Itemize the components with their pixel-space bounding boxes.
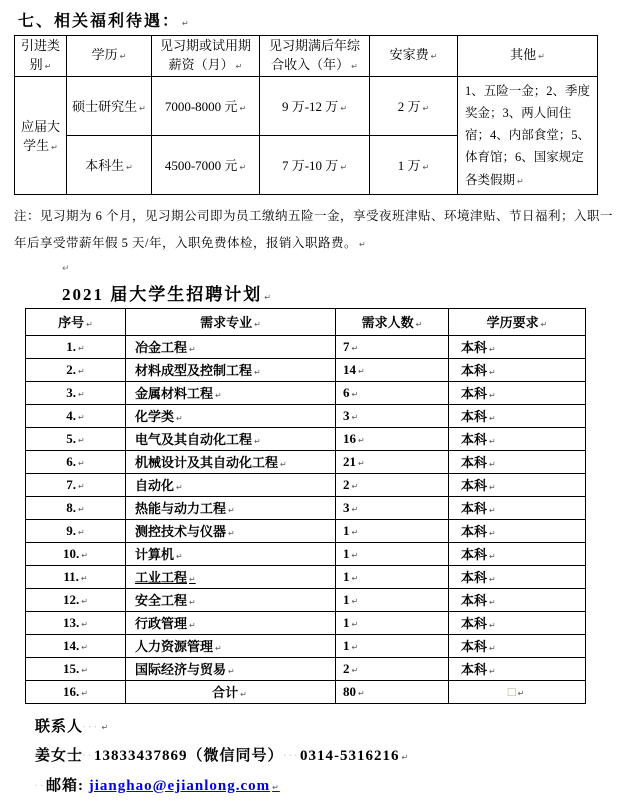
table-row [26, 450, 586, 473]
count-value: 1 ↵ [343, 592, 358, 607]
count-value: 3 ↵ [343, 500, 358, 515]
major-name: 国际经济与贸易 ↵ [135, 662, 235, 677]
header-other-label: 其他 ↵ [510, 47, 545, 62]
table-row [26, 381, 586, 404]
cell-major [126, 381, 336, 404]
count-value: 7 ↵ [343, 339, 358, 354]
cell-category [15, 76, 67, 194]
other-benefits-text: 1、五险一金；2、季度奖金；3、两人间住宿；4、内部食堂；5、体育馆；6、国家规定各类假期 ↵ [465, 84, 590, 187]
table-row [26, 657, 586, 680]
degree-req: 本科 ↵ [461, 524, 496, 539]
category-label: 应届大学生 ↵ [21, 119, 60, 153]
major-name: 电气及其自动化工程 ↵ [135, 432, 261, 447]
plan-header-count [336, 308, 449, 335]
row-number: 1. ↵ [66, 339, 84, 354]
cell-degree-master [67, 76, 152, 135]
row-number: 16. ↵ [63, 684, 88, 699]
email-label: 邮箱: [46, 777, 84, 794]
major-name: 人力资源管理 ↵ [135, 639, 222, 654]
contact-label-line [35, 713, 628, 742]
major-name: 热能与动力工程 ↵ [135, 501, 235, 516]
cell-no [26, 381, 126, 404]
total-label: 合计 ↵ [212, 685, 247, 700]
cell-no [26, 542, 126, 565]
header-other [458, 36, 598, 77]
cell-no [26, 335, 126, 358]
plan-header-degree [449, 308, 586, 335]
plan-header-major-label: 需求专业 ↵ [200, 315, 261, 330]
major-name: 材料成型及控制工程 ↵ [135, 363, 261, 378]
allowance-value: 1 万 ↵ [398, 158, 429, 173]
cell-degree [449, 634, 586, 657]
cell-major [126, 657, 336, 680]
table-row [26, 519, 586, 542]
cell-count [336, 450, 449, 473]
cell-degree [449, 358, 586, 381]
header-degree [67, 36, 152, 77]
note-paragraph [14, 203, 614, 258]
cell-count [336, 473, 449, 496]
major-name: 冶金工程 ↵ [135, 340, 196, 355]
major-name: 行政管理 ↵ [135, 616, 196, 631]
cell-major [126, 450, 336, 473]
cell-degree [449, 657, 586, 680]
count-value: 1 ↵ [343, 569, 358, 584]
degree-label: 硕士研究生 ↵ [72, 99, 146, 114]
income-value: 9 万-12 万 ↵ [282, 99, 347, 114]
header-salary [152, 36, 260, 77]
major-name: 化学类 ↵ [135, 409, 183, 424]
cell-degree [449, 519, 586, 542]
cell-major [126, 404, 336, 427]
header-salary-label: 见习期或试用期薪资（月） ↵ [160, 38, 251, 72]
office-phone: 0314-5316216 ↵ [300, 748, 409, 764]
contact-name: 姜女士 [35, 747, 84, 764]
cell-no [26, 496, 126, 519]
mobile-phone: 13833437869（微信同号） [94, 747, 284, 764]
row-number: 13. ↵ [63, 615, 88, 630]
degree-req: 本科 ↵ [461, 616, 496, 631]
row-number: 3. ↵ [66, 385, 84, 400]
row-number: 2. ↵ [66, 362, 84, 377]
cell-salary-bachelor [152, 135, 260, 194]
contact-block [35, 713, 628, 802]
cell-major [126, 519, 336, 542]
cell-no [26, 611, 126, 634]
cell-total-degree [449, 680, 586, 703]
count-value: 6 ↵ [343, 385, 358, 400]
degree-req: 本科 ↵ [461, 340, 496, 355]
plan-title: 2021 届大学生招聘计划 ↵ [62, 280, 628, 305]
degree-req: 本科 ↵ [461, 409, 496, 424]
cell-degree-bachelor [67, 135, 152, 194]
cell-major [126, 565, 336, 588]
degree-label: 本科生 ↵ [85, 158, 133, 173]
table-row [26, 404, 586, 427]
cell-major [126, 427, 336, 450]
space-marks: ∙∙ [83, 750, 95, 762]
contact-label: 联系人 [35, 718, 84, 735]
table-row [26, 565, 586, 588]
degree-req: 本科 ↵ [461, 386, 496, 401]
cell-count [336, 588, 449, 611]
cell-no [26, 358, 126, 381]
recruitment-plan-table [25, 308, 586, 704]
cell-count [336, 358, 449, 381]
row-number: 7. ↵ [66, 477, 84, 492]
salary-value: 4500-7000 元 ↵ [165, 158, 246, 173]
cell-degree [449, 588, 586, 611]
cell-major [126, 496, 336, 519]
cell-allowance-master [370, 76, 458, 135]
degree-req: 本科 ↵ [461, 455, 496, 470]
major-name: 机械设计及其自动化工程 ↵ [135, 455, 287, 470]
count-value: 1 ↵ [343, 546, 358, 561]
count-value: 14 ↵ [343, 362, 365, 377]
cell-no [26, 473, 126, 496]
degree-req: 本科 ↵ [461, 363, 496, 378]
cell-degree [449, 381, 586, 404]
cell-major [126, 611, 336, 634]
note-text: 注：见习期为 6 个月，见习期公司即为员工缴纳五险一金，享受夜班津贴、环境津贴、节日福利；入职一年后享受带薪年假 5 天/年，入职免费体检，报销入职路费。 ↵ [14, 209, 613, 250]
cell-no [26, 565, 126, 588]
cell-count [336, 496, 449, 519]
degree-req: 本科 ↵ [461, 501, 496, 516]
header-category-label: 引进类别 ↵ [21, 38, 60, 72]
header-degree-label: 学历 ↵ [92, 47, 127, 62]
major-name: 安全工程 ↵ [135, 593, 196, 608]
count-value: 21 ↵ [343, 454, 365, 469]
degree-req: 本科 ↵ [461, 593, 496, 608]
row-number: 14. ↵ [63, 638, 88, 653]
row-number: 12. ↵ [63, 592, 88, 607]
space-marks: ∙∙ [35, 780, 46, 792]
row-number: 5. ↵ [66, 431, 84, 446]
cell-count [336, 565, 449, 588]
total-count: 80 ↵ [343, 684, 365, 699]
header-income-label: 见习期满后年综合收入（年） ↵ [269, 38, 360, 72]
major-name: 金属材料工程 ↵ [135, 386, 222, 401]
email-link[interactable]: jianghao@ejianlong.com ↵ [89, 778, 280, 794]
cell-count [336, 335, 449, 358]
table-row [26, 588, 586, 611]
major-name: 工业工程 ↵ [135, 570, 196, 585]
table-row [26, 427, 586, 450]
cell-major [126, 335, 336, 358]
cell-major [126, 588, 336, 611]
count-value: 16 ↵ [343, 431, 365, 446]
row-number: 11. ↵ [63, 569, 87, 584]
cell-degree [449, 335, 586, 358]
table-row [26, 611, 586, 634]
allowance-value: 2 万 ↵ [398, 99, 429, 114]
degree-req: 本科 ↵ [461, 478, 496, 493]
row-number: 15. ↵ [63, 661, 88, 676]
count-value: 1 ↵ [343, 638, 358, 653]
cell-major [126, 542, 336, 565]
income-value: 7 万-10 万 ↵ [282, 158, 347, 173]
degree-req: 本科 ↵ [461, 639, 496, 654]
cell-no [26, 588, 126, 611]
cell-income-bachelor [260, 135, 370, 194]
row-number: 10. ↵ [63, 546, 88, 561]
cell-total-label [126, 680, 336, 703]
major-name: 计算机 ↵ [135, 547, 183, 562]
cell-count [336, 381, 449, 404]
cell-no [26, 450, 126, 473]
cell-no [26, 634, 126, 657]
cell-count [336, 657, 449, 680]
cell-degree [449, 496, 586, 519]
degree-req: 本科 ↵ [461, 662, 496, 677]
cell-income-master [260, 76, 370, 135]
cell-degree [449, 404, 586, 427]
cell-major [126, 473, 336, 496]
major-name: 测控技术与仪器 ↵ [135, 524, 235, 539]
empty-box-glyph: □ ↵ [508, 684, 525, 699]
row-number: 8. ↵ [66, 500, 84, 515]
benefits-header-row [15, 36, 598, 77]
plan-header-no-label: 序号 ↵ [58, 315, 93, 330]
cell-no [26, 519, 126, 542]
degree-req: 本科 ↵ [461, 570, 496, 585]
cell-major [126, 358, 336, 381]
count-value: 2 ↵ [343, 477, 358, 492]
cell-no [26, 680, 126, 703]
major-name: 自动化 ↵ [135, 478, 183, 493]
plan-header-count-label: 需求人数 ↵ [362, 315, 423, 330]
count-value: 3 ↵ [343, 408, 358, 423]
cell-degree [449, 473, 586, 496]
cell-total-count [336, 680, 449, 703]
cell-no [26, 404, 126, 427]
contact-phone-line [35, 742, 628, 772]
header-allowance-label: 安家费 ↵ [390, 47, 438, 62]
table-row [26, 496, 586, 519]
benefits-table [14, 35, 598, 195]
cell-degree [449, 450, 586, 473]
empty-paragraph-mark [0, 258, 628, 276]
table-row [26, 473, 586, 496]
contact-email-line [35, 772, 628, 802]
cell-count [336, 634, 449, 657]
cell-no [26, 427, 126, 450]
header-category [15, 36, 67, 77]
total-row [26, 680, 586, 703]
cell-major [126, 634, 336, 657]
cell-count [336, 519, 449, 542]
cell-salary-master [152, 76, 260, 135]
degree-req: 本科 ↵ [461, 547, 496, 562]
paragraph-mark-icon [62, 258, 70, 270]
count-value: 1 ↵ [343, 523, 358, 538]
space-marks: ∙∙∙ ↵ [83, 722, 111, 733]
header-allowance [370, 36, 458, 77]
section-title: 七、相关福利待遇： ↵ [18, 8, 628, 31]
count-value: 1 ↵ [343, 615, 358, 630]
row-number: 4. ↵ [66, 408, 84, 423]
cell-degree [449, 427, 586, 450]
cell-degree [449, 611, 586, 634]
salary-value: 7000-8000 元 ↵ [165, 99, 246, 114]
table-row [26, 358, 586, 381]
count-value: 2 ↵ [343, 661, 358, 676]
cell-count [336, 611, 449, 634]
cell-allowance-bachelor [370, 135, 458, 194]
cell-degree [449, 542, 586, 565]
cell-no [26, 657, 126, 680]
header-income [260, 36, 370, 77]
plan-header-row [26, 308, 586, 335]
table-row [26, 634, 586, 657]
table-row [26, 542, 586, 565]
cell-count [336, 427, 449, 450]
plan-header-major [126, 308, 336, 335]
space-marks: ∙∙∙ [283, 750, 301, 762]
table-row [26, 335, 586, 358]
degree-req: 本科 ↵ [461, 432, 496, 447]
plan-header-no [26, 308, 126, 335]
cell-count [336, 542, 449, 565]
benefits-row-master [15, 76, 598, 135]
row-number: 9. ↵ [66, 523, 84, 538]
cell-degree [449, 565, 586, 588]
cell-count [336, 404, 449, 427]
cell-other [458, 76, 598, 194]
row-number: 6. ↵ [66, 454, 84, 469]
plan-header-degree-label: 学历要求 ↵ [487, 315, 548, 330]
